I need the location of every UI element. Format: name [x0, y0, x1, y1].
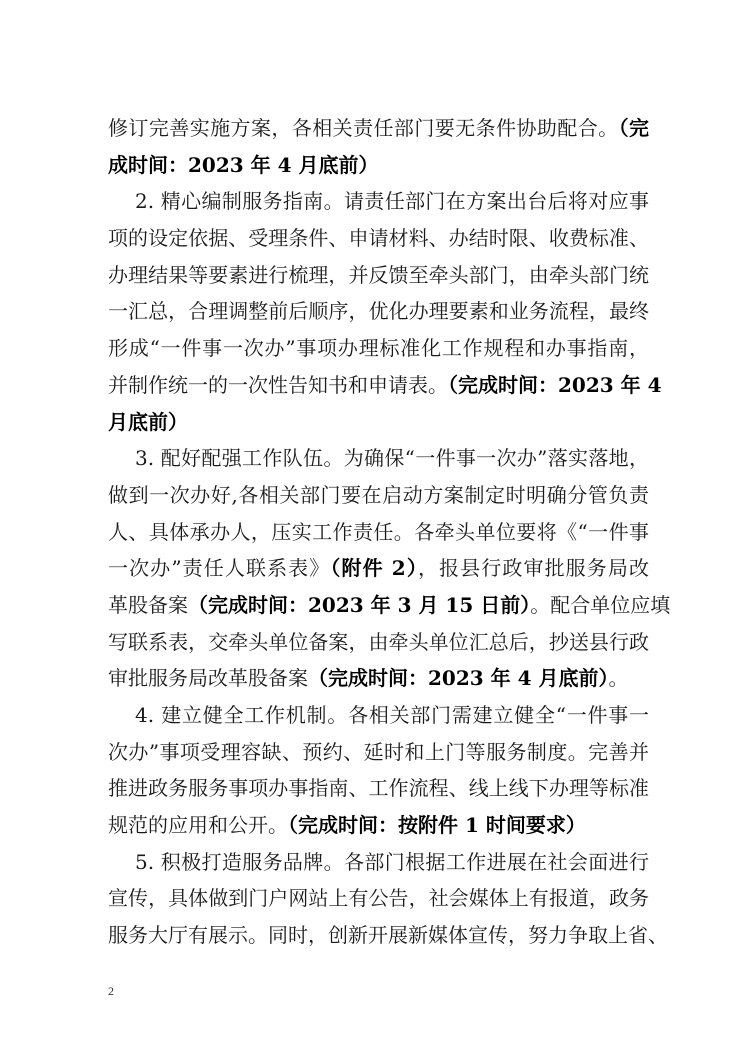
bold-text: （完 [618, 116, 650, 140]
text: 一次办”责任人联系表》 [108, 556, 331, 581]
text: 一汇总，合理调整前后顺序，优化办理要素和业务流程，最终 [108, 299, 649, 324]
text: 推进政务服务事项办事指南、工作流程、线上线下办理等标准 [108, 776, 649, 801]
text-line [108, 660, 649, 697]
text: 5. 积极打造服务品牌。各部门根据工作进展在社会面进行 [135, 849, 649, 874]
page-number: 2 [108, 984, 114, 998]
text-line [108, 514, 649, 551]
bold-text: 成时间：2023 年 4 月底前） [108, 152, 379, 177]
text-line [108, 587, 671, 624]
text: 革股备案 [108, 592, 188, 617]
text: 审批服务局改革股备案 [108, 666, 308, 691]
bold-text: （完成时间：按附件 1 时间要求） [288, 813, 586, 838]
text: 2. 精心编制服务指南。请责任部门在方案出台后将对应事 [135, 189, 649, 214]
text-line [108, 734, 649, 771]
bold-text: （完成时间：2023 年 4 [448, 372, 662, 397]
text: 宣传，具体做到门户网站上有公告，社会媒体上有报道，政务 [108, 886, 649, 911]
text: 项的设定依据、受理条件、申请材料、办结时限、收费标准、 [108, 226, 649, 251]
text-line [108, 550, 649, 587]
document-body [108, 110, 671, 954]
bold-text: （完成时间：2023 年 3 月 15 日前） [188, 592, 531, 617]
text: 次办”事项受理容缺、预约、延时和上门等服务制度。完善并 [108, 739, 649, 764]
bold-text: （附件 2） [330, 556, 418, 581]
text-line [108, 917, 668, 954]
bold-text: （完成时间：2023 年 4 月底前） [308, 666, 609, 691]
text-line [108, 624, 649, 661]
item-3-heading-line [108, 440, 649, 477]
text: 修订完善实施方案，各相关责任部门要无条件协助配合。 [108, 116, 619, 140]
text: 4. 建立健全工作机制。各相关部门需建立健全“一件事一 [135, 703, 649, 727]
text-line [108, 330, 649, 367]
item-4-heading-line [108, 697, 649, 734]
text: 。配合单位应填 [530, 592, 671, 617]
text-line [108, 770, 649, 807]
text: 。 [608, 666, 629, 691]
text-line [108, 404, 649, 441]
text-line [108, 147, 649, 184]
text-line [108, 477, 649, 514]
text-line [108, 257, 649, 294]
bold-text: 月底前） [108, 409, 188, 434]
text: 办理结果等要素进行梳理，并反馈至牵头部门，由牵头部门统 [108, 262, 649, 287]
text: 并制作统一的一次性告知书和申请表。 [108, 372, 448, 397]
text-line [108, 110, 649, 147]
text-line [108, 367, 662, 404]
text: 形成“一件事一次办”事项办理标准化工作规程和办事指南， [108, 336, 649, 361]
item-2-heading-line [108, 183, 649, 220]
text: 规范的应用和公开。 [108, 813, 288, 838]
text-line [108, 880, 649, 917]
text-line [108, 807, 649, 844]
text-line [108, 293, 649, 330]
text: 做到一次办好,各相关部门要在启动方案制定时明确分管负责 [108, 482, 649, 507]
text: 3. 配好配强工作队伍。为确保“一件事一次办”落实落地， [135, 446, 649, 471]
item-5-heading-line [108, 844, 649, 881]
text-line [108, 220, 649, 257]
text: 写联系表，交牵头单位备案，由牵头单位汇总后，抄送县行政 [108, 629, 649, 654]
text: 人、具体承办人，压实工作责任。各牵头单位要将《“一件事 [108, 519, 649, 544]
text: ，报县行政审批服务局改 [417, 556, 650, 581]
text: 服务大厅有展示。同时，创新开展新媒体宣传，努力争取上省、 [108, 923, 668, 948]
